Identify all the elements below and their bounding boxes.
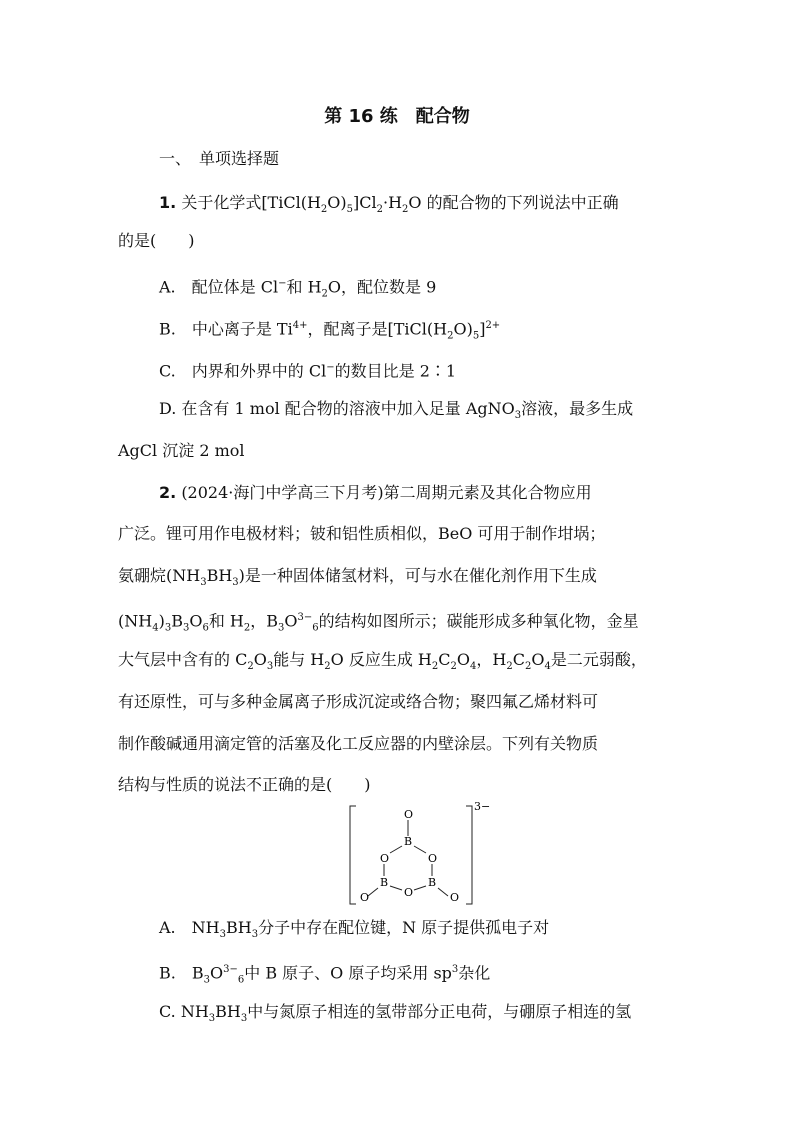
section-heading: 一、 单项选择题 (159, 149, 280, 168)
q2-line6: 有还原性，可与多种金属离子形成沉淀或络合物；聚四氟乙烯材料可 (118, 692, 599, 711)
atom-o-outer-right: O (450, 891, 460, 904)
atom-b-top: B (404, 835, 413, 848)
q2-line8: 结构与性质的说法不正确的是( ) (118, 775, 371, 794)
atom-b-right: B (428, 876, 437, 889)
q2-line4: $(NH_4)_3B_3O_6$和 $H_2$，$B_3O^{3-}_6$的结构如图所示；碳能形成多种氧化物，金星 (118, 611, 639, 634)
q2-line7: 制作酸碱通用滴定管的活塞及化工反应器的内壁涂层。下列有关物质 (118, 734, 599, 753)
atom-o-outer-left: O (360, 891, 370, 904)
q1-option-d: D. 在含有 1 mol 配合物的溶液中加入足量 AgNO$_3$溶液，最多生成 (159, 399, 634, 422)
q2-option-c: C. $NH_3BH_3$中与氮原子相连的氢带部分正电荷，与硼原子相连的氢 (159, 1002, 632, 1025)
q2-stem: 2. (2024·海门中学高三下月考)第二周期元素及其化合物应用 (159, 483, 592, 502)
charge-label: 3− (474, 800, 491, 813)
q1-stem-line2: 的是( ) (118, 231, 195, 250)
atom-o-top: O (404, 808, 414, 821)
atom-o-bottom: O (404, 886, 414, 899)
q2-line5: 大气层中含有的 $C_2O_3$能与 $H_2O$ 反应生成 $H_2C_2O_4$，$H_2C_2O_4$是二元弱酸， (118, 650, 647, 673)
q1-option-a: A. 配位体是 Cl−和 $H_2O$，配位数是 9 (159, 277, 437, 300)
atom-o-left: O (380, 852, 390, 865)
q2-option-b: B. $B_3O^{3-}_6$中 B 原子、O 原子均采用 $sp^3$杂化 (159, 963, 491, 986)
q1-number: 1. (159, 193, 177, 212)
q1-option-d-line2: AgCl 沉淀 2 mol (118, 441, 245, 460)
q2-line2: 广泛。锂可用作电极材料；铍和铝性质相似，BeO 可用于制作坩埚； (118, 524, 606, 543)
atom-b-left: B (380, 876, 389, 889)
page-title: 第 16 练 配合物 (324, 106, 470, 127)
q2-option-a: A. $NH_3BH_3$分子中存在配位键，N 原子提供孤电子对 (159, 918, 550, 941)
q1-stem: 1. 关于化学式$[TiCl(H_2O)_5]Cl_2\cdot H_2O$ 的配合物的下列说法中正确 (159, 193, 619, 216)
b3o6-structure-diagram (346, 800, 491, 910)
q1-option-b: B. 中心离子是 $Ti^{4+}$，配离子是$[TiCl(H_2O)_5]^{2+}$ (159, 319, 501, 342)
atom-o-right: O (428, 852, 438, 865)
q2-number: 2. (159, 483, 177, 502)
q2-line3: 氨硼烷$(NH_3BH_3)$是一种固体储氢材料，可与水在催化剂作用下生成 (118, 566, 597, 589)
q1-option-c: C. 内界和外界中的 Cl−的数目比是 2∶1 (159, 361, 457, 381)
